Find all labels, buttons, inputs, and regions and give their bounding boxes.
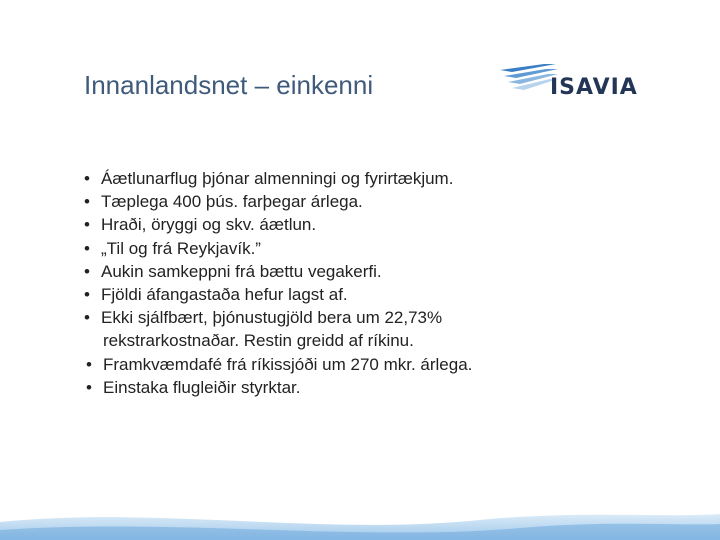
bullet-marker: • (84, 192, 90, 212)
bullet-item (84, 260, 472, 283)
isavia-logo (498, 60, 638, 104)
bullet-item (84, 167, 472, 190)
bullet-item (86, 353, 472, 376)
bullet-marker: • (86, 377, 92, 397)
logo-wordmark: ISAVIA (550, 75, 638, 100)
bullet-marker: • (84, 285, 90, 305)
bullet-item (84, 190, 472, 213)
bullet-text: Fjöldi áfangastaða hefur lagst af. (101, 285, 348, 305)
bullet-marker: • (84, 238, 90, 258)
bullet-item (84, 283, 472, 306)
bullet-text: Ekki sjálfbært, þjónustugjöld bera um 22,73% (101, 308, 443, 328)
bullet-marker: • (84, 169, 90, 188)
bullet-text: Tæplega 400 þús. farþegar árlega. (101, 192, 363, 212)
bullet-text: Framkvæmdafé frá ríkissjóði um 270 mkr. árlega. (103, 354, 473, 374)
bullet-text: Hraði, öryggi og skv. áætlun. (101, 215, 317, 235)
bullet-item (84, 213, 472, 236)
bullet-text: Áætlunarflug þjónar almenningi og fyrirtækjum. (101, 169, 454, 188)
bullet-item (84, 237, 472, 260)
isavia-wing-logo-icon (498, 60, 558, 100)
bullet-continuation (86, 329, 472, 352)
bullet-marker: • (84, 215, 90, 235)
bullet-marker: • (84, 261, 90, 281)
slide-title: Innanlandsnet – einkenni (84, 70, 374, 100)
bullet-text: „Til og frá Reykjavík.” (101, 238, 261, 258)
bullet-list (84, 167, 472, 399)
bullet-text: Aukin samkeppni frá bættu vegakerfi. (101, 261, 382, 281)
footer-wave-decoration (0, 500, 720, 540)
bullet-item (86, 376, 472, 399)
bullet-text: Einstaka flugleiðir styrktar. (103, 377, 301, 397)
bullet-marker: • (84, 308, 90, 328)
bullet-text: rekstrarkostnaðar. Restin greidd af ríkinu. (103, 331, 414, 351)
bullet-item (84, 306, 472, 329)
bullet-marker: • (86, 354, 92, 374)
